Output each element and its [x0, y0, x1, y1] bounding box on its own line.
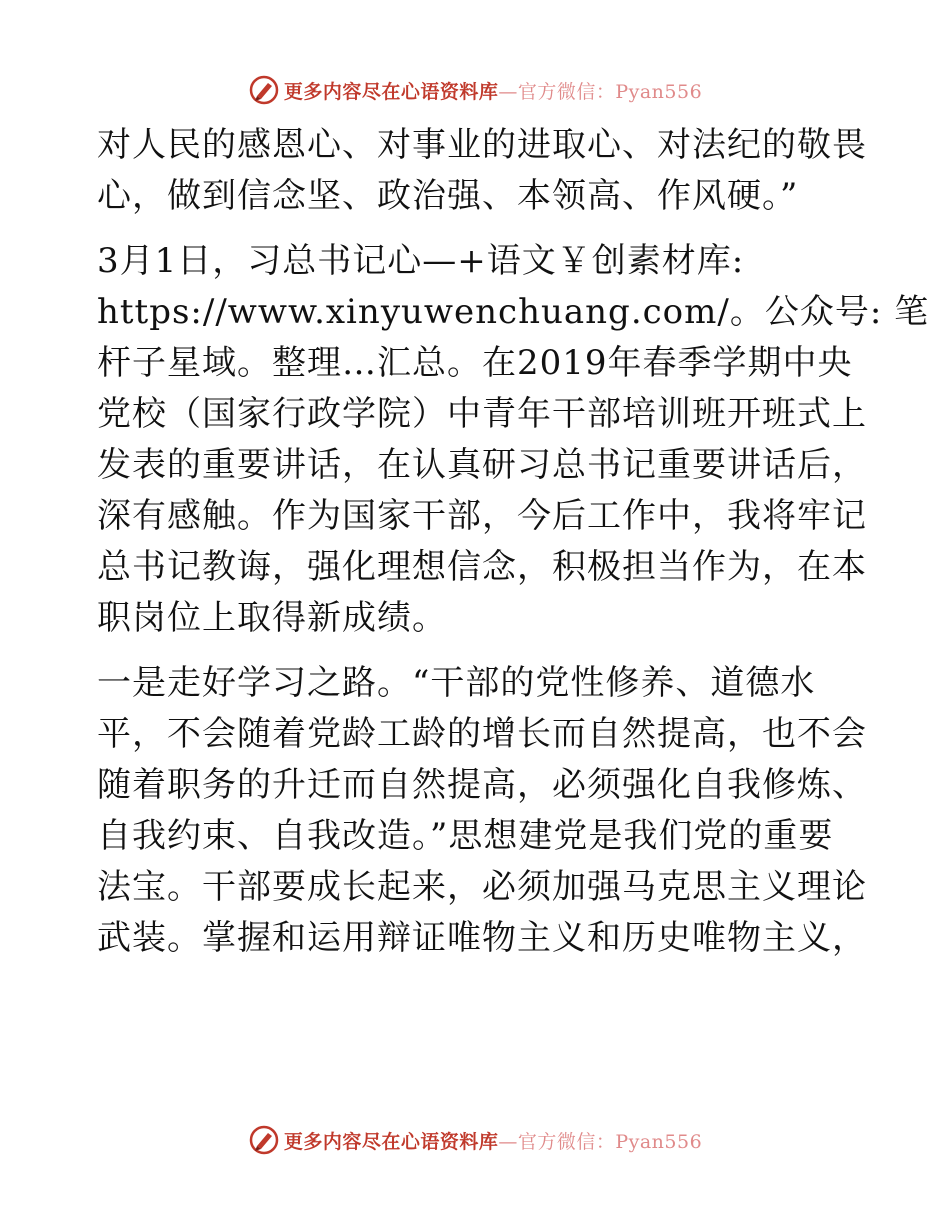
- pen-logo-icon: [248, 74, 280, 106]
- banner-dash: —: [498, 1130, 518, 1153]
- banner-main-text: 更多内容尽在心语资料库: [283, 1130, 499, 1153]
- footer-watermark: [0, 1120, 950, 1160]
- text-line: 自我约束、自我改造。”思想建党是我们党的重要: [97, 816, 834, 856]
- text-line: 法宝。干部要成长起来，必须加强马克思主义理论: [97, 867, 867, 907]
- document-body: [97, 120, 930, 964]
- text-line: 总书记教诲，强化理想信念，积极担当作为，在本: [97, 547, 867, 587]
- paragraph-1: [97, 120, 867, 222]
- text-line: 武装。掌握和运用辩证唯物主义和历史唯物主义，: [97, 918, 867, 958]
- banner-dash: —: [498, 80, 518, 103]
- text-line: 杆子星域。整理…汇总。在2019年春季学期中央: [97, 343, 853, 383]
- text-line: 心，做到信念坚、政治强、本领高、作风硬。”: [97, 176, 799, 216]
- text-line: 一是走好学习之路。“干部的党性修养、道德水: [97, 663, 816, 703]
- text-line: 对人民的感恩心、对事业的进取心、对法纪的敬畏: [97, 125, 867, 165]
- text-line: 随着职务的升迁而自然提高，必须强化自我修炼、: [97, 765, 867, 805]
- pen-logo-icon: [248, 1124, 280, 1156]
- paragraph-3: [97, 658, 867, 964]
- header-watermark: [0, 70, 950, 110]
- text-line: 3月1日，习总书记心—+语文￥创素材库:: [97, 241, 745, 281]
- banner-tail-text: 官方微信：Pyan556: [517, 80, 703, 103]
- text-line: 党校（国家行政学院）中青年干部培训班开班式上: [97, 394, 867, 434]
- text-line: 平，不会随着党龄工龄的增长而自然提高，也不会: [97, 714, 867, 754]
- text-line: 深有感触。作为国家干部，今后工作中，我将牢记: [97, 496, 867, 536]
- paragraph-2: [97, 236, 930, 644]
- text-line: 发表的重要讲话，在认真研习总书记重要讲话后，: [97, 445, 867, 485]
- banner-tail-text: 官方微信：Pyan556: [517, 1130, 703, 1153]
- text-line: https://www.xinyuwenchuang.com/。公众号: 笔: [97, 292, 930, 332]
- text-line: 职岗位上取得新成绩。: [97, 598, 447, 638]
- banner-main-text: 更多内容尽在心语资料库: [283, 80, 499, 103]
